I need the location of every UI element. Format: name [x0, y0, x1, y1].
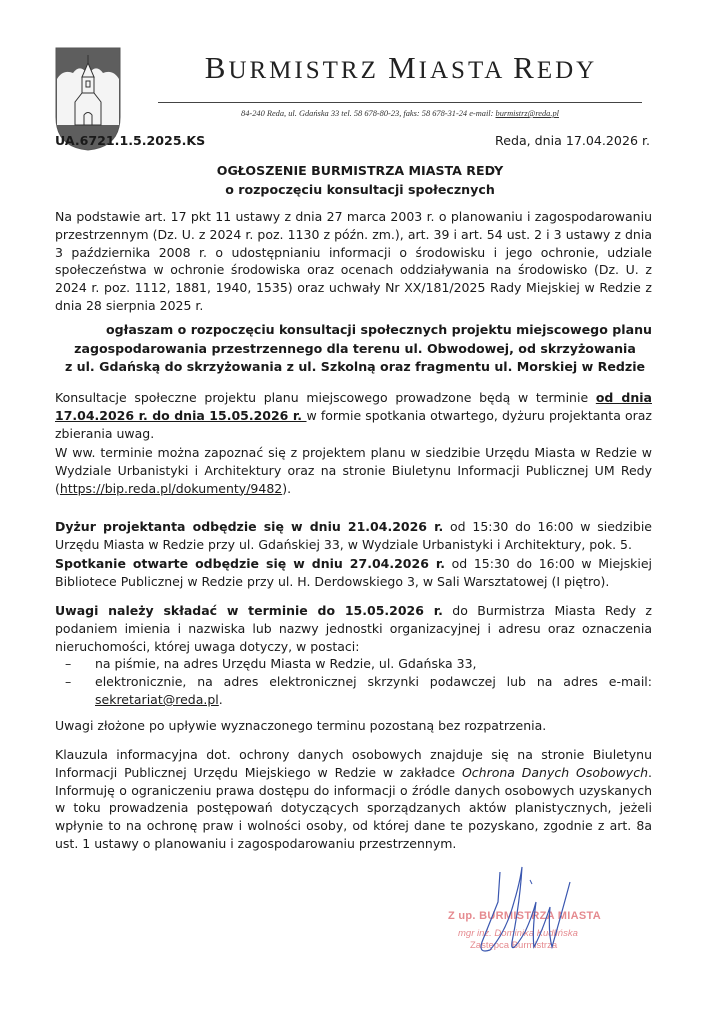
- announcement-block: [55, 321, 655, 377]
- title-part: EDY: [536, 57, 598, 84]
- gdpr-paragraph: [55, 746, 652, 853]
- designer-duty-text: od 15:30 do 16:00 w siedzibie Urzędu Miasta w Redzie przy ul. Gdańskiej 33, w Wydziale Urbanistyki i Architektury, pok. 5.: [55, 519, 652, 552]
- handwritten-signature-icon: [470, 862, 590, 962]
- availability-text: W ww. terminie można zapoznać się z projektem planu w siedzibie Urzędu Miasta w Redzie w Wydziale Urbanistyki i Architektury oraz na stronie Biuletynu Informacji Publicznej UM Redy (: [55, 445, 652, 496]
- dash-bullet: –: [65, 656, 72, 672]
- announcement-line: z ul. Gdańską do skrzyżowania z ul. Szkolną oraz fragmentu ul. Morskiej w Redzie: [64, 359, 646, 374]
- document-title: OGŁOSZENIE BURMISTRZA MIASTA REDY: [216, 163, 504, 178]
- stamp-signatory: mgr inż. Dominika Kudlińska: [458, 928, 578, 939]
- comments-deadline: Uwagi należy składać w terminie do 15.05.2026 r.: [55, 603, 443, 618]
- availability-end: ).: [282, 480, 292, 496]
- list-item-end: .: [218, 691, 223, 707]
- letterhead-contact: [158, 109, 642, 118]
- reference-number: UA.6721.1.5.2025.KS: [55, 133, 206, 148]
- comments-text: do Burmistrza Miasta Redy z podaniem imienia i nazwiska lub nazwy jednostki organizacyjnej i adresu oraz oznaczenia nieruchomości, której uwaga dotyczy, w postaci:: [55, 603, 652, 654]
- place-date: Reda, dnia 17.04.2026 r.: [495, 133, 650, 148]
- gdpr-tab-name: Ochrona Danych Osobowych: [461, 764, 648, 780]
- title-initial: R: [513, 50, 537, 85]
- stamp-line: Z up. BURMISTRZA MIASTA: [448, 910, 601, 922]
- title-initial: M: [388, 50, 419, 85]
- availability-paragraph: [55, 444, 652, 497]
- announcement-line: ogłaszam o rozpoczęciu konsultacji społecznych projektu miejscowego planu: [105, 322, 652, 337]
- letterhead-title: [158, 50, 644, 86]
- consultation-intro: Konsultacje społeczne projektu planu miejscowego prowadzone będą w terminie: [55, 390, 596, 405]
- comments-paragraph: [55, 602, 652, 709]
- open-meeting-text: od 15:30 do 16:00 w Miejskiej Bibliotece Publicznej w Redzie przy ul. H. Derdowskiego 3, w Sali Warsztatowej (I piętro).: [55, 556, 653, 589]
- document-subtitle: o rozpoczęciu konsultacji społecznych: [225, 182, 495, 197]
- open-meeting-date: Spotkanie otwarte odbędzie się w dniu 27.04.2026 r.: [55, 556, 446, 571]
- announcement-line: zagospodarowania przestrzennego dla terenu ul. Obwodowej, od skrzyżowania: [74, 340, 636, 356]
- dash-bullet: –: [65, 674, 72, 690]
- designer-duty-paragraph: [55, 518, 652, 554]
- designer-duty-date: Dyżur projektanta odbędzie się w dniu 21.04.2026 r.: [55, 519, 444, 534]
- list-item-text: elektronicznie, na adres elektronicznej skrzynki podawczej lub na adres e-mail:: [95, 674, 652, 690]
- consultation-rest: w formie spotkania otwartego, dyżuru projektanta oraz zbierania uwag.: [55, 407, 652, 441]
- consultation-paragraph: [55, 389, 652, 442]
- gdpr-text: Klauzula informacyjna dot. ochrony danych osobowych znajduje się na stronie Biuletynu Informacji Publicznej Urzędu Miejskiego w Redzie w zakładce: [55, 747, 652, 780]
- list-item-text: na piśmie, na adres Urzędu Miasta w Redzie, ul. Gdańska 33,: [95, 656, 477, 672]
- title-part: IASTA: [418, 57, 514, 84]
- legal-basis-paragraph: Na podstawie art. 17 pkt 11 ustawy z dnia 27 marca 2003 r. o planowaniu i zagospodarowaniu przestrzennym (Dz. U. z 2024 r. poz. 1130 z późn. zm.), art. 39 i art. 54 ust. 2 i 3 ustawy z dnia 3 października 2008 r. o udostępnianiu informacji o środowisku i jego ochronie, udziale społeczeństwa w ochronie środowiska oraz ocenach oddziaływania na środowisko (Dz. U. z 2024 r. poz. 1112, 1881, 1940, 1535) oraz uchwały Nr XX/181/2025 Rady Miejskiej w Redzie z dnia 28 sierpnia 2025 r.: [55, 209, 652, 313]
- gdpr-text: . Informuję o ograniczeniu prawa dostępu do informacji o źródle danych osobowych uzyskanych w toku prowadzenia postępowań dotyczących sporządzanych aktów planistycznych, jeżeli wpłynie to na ochronę praw i wolności osoby, od której dane te pozyskano, zgodnie z art. 8a ust. 1 ustawy o planowaniu i zagospodarowaniu przestrzennym.: [55, 764, 652, 851]
- late-comments-note: Uwagi złożone po upływie wyznaczonego terminu pozostaną bez rozpatrzenia.: [55, 718, 547, 733]
- list-item: [55, 655, 652, 673]
- stamp-position: Zastępca Burmistrza: [470, 940, 558, 951]
- contact-text: 84-240 Reda, ul. Gdańska 33 tel. 58 678-80-23, faks: 58 678-31-24 e-mail:: [241, 109, 496, 118]
- letterhead-divider: [158, 102, 642, 103]
- sekretariat-email-link[interactable]: sekretariat@reda.pl: [95, 691, 219, 707]
- title-initial: B: [204, 50, 229, 85]
- consultation-period: od dnia 17.04.2026 r. do dnia 15.05.2026 r.: [55, 390, 652, 423]
- title-part: URMISTRZ: [228, 57, 389, 84]
- open-meeting-paragraph: [55, 555, 652, 591]
- list-item: [55, 673, 652, 709]
- bip-link[interactable]: https://bip.reda.pl/dokumenty/9482: [59, 480, 283, 496]
- submission-methods-list: [55, 655, 652, 708]
- contact-email-link[interactable]: burmistrz@reda.pl: [495, 109, 559, 118]
